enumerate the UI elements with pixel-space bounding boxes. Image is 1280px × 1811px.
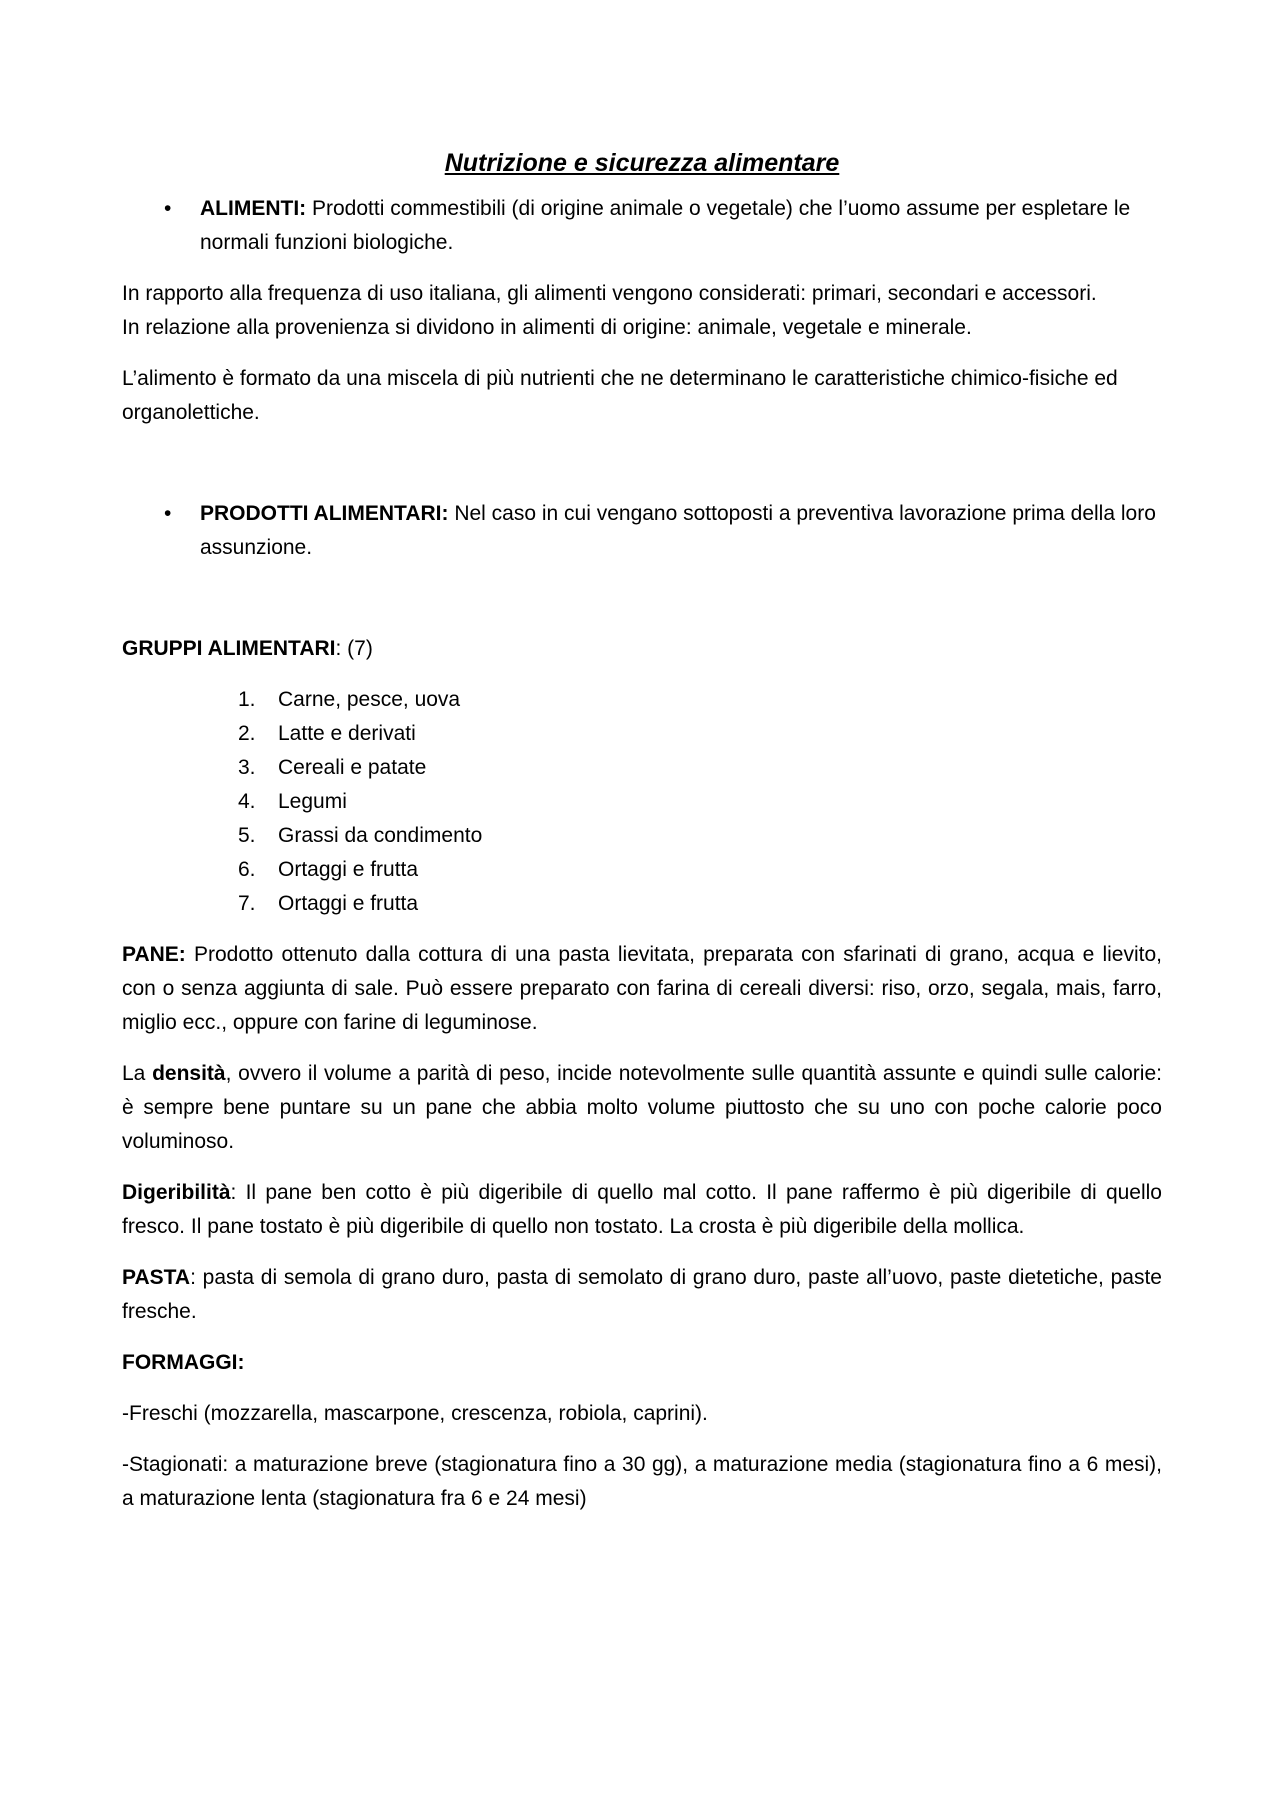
paragraph-pasta: PASTA: pasta di semola di grano duro, pasta di semolato di grano duro, paste all’uovo, paste dietetiche, paste fresche. [122, 1266, 1162, 1323]
paragraph-rapporto-line2: In relazione alla provenienza si dividono in alimenti di origine: animale, vegetale e minerale. [122, 316, 972, 339]
list-item: 1. Carne, pesce, uova [238, 688, 461, 711]
gruppi-count: : (7) [335, 637, 373, 660]
bullet-alimenti [122, 192, 1162, 260]
heading-gruppi [122, 632, 1162, 666]
definition-prodotti: Nel caso in cui vengano sottoposti a preventiva lavorazione prima della loro assunzione. [200, 502, 1156, 559]
paragraph-rapporto [122, 277, 1162, 345]
paragraph-pane: PANE: Prodotto ottenuto dalla cottura di una pasta lievitata, preparata con sfarinati di grano, acqua e lievito, con o senza aggiunta di sale. Può essere preparato con farina di cereali diversi: riso, orzo, segala, mais, farro, miglio ecc., oppure con farine di leguminose. [122, 943, 1162, 1034]
paragraph-stagionati: -Stagionati: a maturazione breve (stagionatura fino a 30 gg), a maturazione media (stagionatura fino a 6 mesi), a maturazione lenta (stagionatura fra 6 e 24 mesi) [122, 1453, 1162, 1510]
paragraph-digeribilita: Digeribilità: Il pane ben cotto è più digeribile di quello mal cotto. Il pane raffermo è più digeribile di quello fresco. Il pane tostato è più digeribile di quello non tostato. La crosta è più digeribile della mollica. [122, 1181, 1162, 1238]
bullet-dot-icon: • [164, 197, 172, 220]
term-pasta: PASTA [122, 1266, 191, 1289]
list-item: 4. Legumi [238, 790, 347, 813]
list-item: 6. Ortaggi e frutta [238, 858, 419, 881]
bullet-dot-icon: • [164, 502, 172, 525]
list-item: 7. Ortaggi e frutta [238, 892, 419, 915]
term-alimenti: ALIMENTI: [200, 197, 307, 220]
term-densita: densità [152, 1062, 226, 1085]
term-digeribilita: Digeribilità [122, 1181, 231, 1204]
bullet-prodotti [122, 497, 1162, 565]
document-title: Nutrizione e sicurezza alimentare [444, 149, 840, 177]
heading-formaggi: FORMAGGI: [122, 1351, 245, 1374]
list-item: 3. Cereali e patate [238, 756, 427, 779]
document-page [122, 146, 1162, 1533]
list-item: 2. Latte e derivati [238, 722, 416, 745]
paragraph-alimento: L’alimento è formato da una miscela di più nutrienti che ne determinano le caratteristiche chimico-fisiche ed organolettiche. [122, 367, 1118, 424]
list-item: 5. Grassi da condimento [238, 824, 483, 847]
paragraph-freschi: -Freschi (mozzarella, mascarpone, crescenza, robiola, caprini). [122, 1402, 708, 1425]
food-groups-list [122, 683, 1162, 921]
paragraph-rapporto-line1: In rapporto alla frequenza di uso italiana, gli alimenti vengono considerati: primari, secondari e accessori. [122, 282, 1097, 305]
term-prodotti: PRODOTTI ALIMENTARI: [200, 502, 449, 525]
term-gruppi: GRUPPI ALIMENTARI [122, 637, 336, 660]
definition-alimenti: Prodotti commestibili (di origine animale o vegetale) che l’uomo assume per espletare le normali funzioni biologiche. [200, 197, 1131, 254]
paragraph-densita: La densità, ovvero il volume a parità di peso, incide notevolmente sulle quantità assunte e quindi sulle calorie: è sempre bene puntare su un pane che abbia molto volume piuttosto che su uno con poche calorie poco voluminoso. [122, 1062, 1162, 1153]
term-pane: PANE: [122, 943, 186, 966]
